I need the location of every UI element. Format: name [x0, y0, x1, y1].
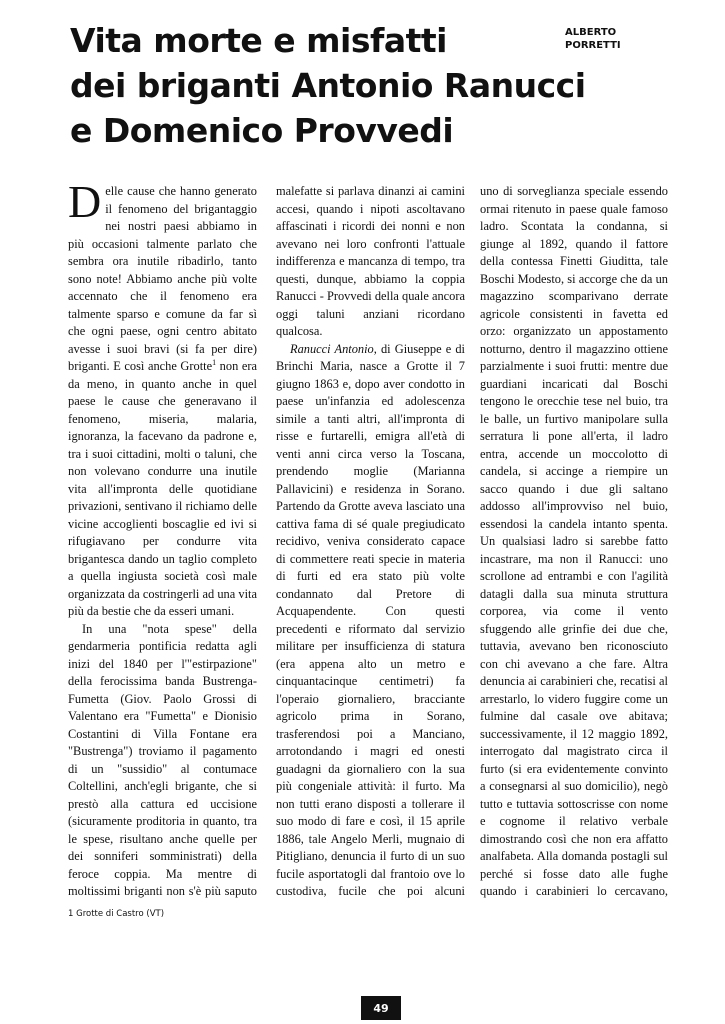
paragraph-text: , di Giuseppe e di Brinchi Maria, nasce a Grotte il 7 giugno 1863 e, dopo aver condotto in paese un'infanzia ed adolescenza simile a tanti altri, all'impronta di risse e furtarelli, emigra all'età di venti anni circa verso la Toscana, prendendo moglie (Marianna Pallavicini) e residenza in Sorano. Partendo da Grotte aveva lasciato una cattiva fama di sé quale pregiudicato recidivo, veniva considerato capace di commettere reati specie in materia di furti ed era stato più volte condannato dal Pretore di Acquapendente. Con questi precedenti e riformato dal servizio militare per insufficienza di statura (era appena alto un metro e cinquantacinque centimetri) fa l'operaio giornaliero, bracciante agricolo prima in Sorano, trasferendosi poi a Manciano, arrotondando i magri ed onesti guadagni da giornaliero con la sua più congeniale attività: il furto. Ma non tutti erano disposti a tollerare il suo modo di fare e così, il 15 aprile 1886, tale Angelo Merli, mugnaio di Pitigliano, denuncia il furto di un suo fucile asportatogli dal frantoio ove lo custodiva, fucile che poi alcuni: [276, 341, 465, 898]
paragraph: malefatte si parlava dinanzi ai camini accesi, quando i nipoti ascoltavano affascinati i ricordi dei nonni e non avevano nei loro confronti l'attuale indifferenza e mancanza di tempo, tra questi, dunque, abbiamo la coppia Ranucci - Provvedi della quale ancora oggi taluni anziani ricordano qualcosa.: [276, 184, 465, 338]
author-last-name: PORRETTI: [565, 40, 621, 51]
author-first-name: ALBERTO: [565, 27, 617, 38]
title-line: Vita morte e misfatti: [70, 21, 447, 60]
footnote: 1 Grotte di Castro (VT): [68, 909, 165, 919]
text-column-2: [276, 183, 465, 903]
text-column-1: [68, 183, 257, 903]
paragraph: [276, 341, 465, 904]
paragraph-text: non era da meno, in quanto anche in quel paese le cause che generavano il fenomeno, miseria, malaria, ignoranza, la facevano da padrone e, tra i suoi cittadini, molti o taluni, che non volevano condurre una inutile vita all'impronta delle quotidiane privazioni, sentivano il richiamo delle vicine accoglienti boscaglie ed ivi si rifugiavano per condurre vita brigantesca dando un taglio completo a quella ingiusta società così male organizzata da costringerli ad una vita più da bestie che da esseri umani.: [68, 359, 257, 618]
title-line: e Domenico Provvedi: [70, 111, 454, 150]
page-number-badge: [361, 996, 401, 1020]
paragraph: [68, 183, 257, 621]
author-name: [565, 26, 621, 52]
paragraph: uno di sorveglianza speciale essendo ormai ritenuto in paese quale famoso ladro. Scontata la condanna, si giunge al 1892, quando il fattore della contessa Finetti Giuditta, tale Boschi Modesto, si accorge che da un magazzino scomparivano derrate agricole consistenti in favetta ed orzo: organizzato un appostamento notturno, dentro il magazzino ottiene parzialmente i suoi frutti: mentre due guardiani incaricati dal Boschi tengono le orecchie tese nel buio, tra le balle, un furtivo manipolare sulla serratura li pone all'erta, il ladro entra, accende un moccolotto di candela, si accinge a riempire un sacco quando i due gli saltano addosso all'improvviso nel buio, essendosi la candela intanto spenta. Un qualsiasi ladro si sarebbe fatto incastrare, ma non il Ranucci: uno scrollone ad entrambi e con l'agilità datagli dalla sua minuta struttura corporea, via come il vento sfuggendo alle grinfie dei due che, tuttavia, avevano ben riconosciuto con chi avevano a che fare. Altra denuncia ai carabinieri che, recatisi al arrestarlo, lo videro fuggire come un fulmine dal casale ove abitava; successivamente, il 12 maggio 1892, interrogato dal magistrato circa il furto (si era evidentemente convinto a consegnarsi al suo domicilio), negò tutto e tuttavia sottoscrisse con nome e cognome il relativo verbale dimostrando così che non era affatto analfabeta. Alla domanda postagli sul perché si fosse dato alle fughe quando i carabinieri lo cercavano,: [480, 184, 668, 898]
drop-cap: D: [68, 183, 102, 227]
page-number: 49: [373, 1001, 389, 1015]
article-title: [70, 18, 586, 153]
paragraph: In una "nota spese" della gendarmeria pontificia redatta agli inizi del 1840 per l'"estirpazione" della ferocissima banda Bustrenga-Fumetta (Giov. Paolo Grossi di Valentano era "Fumetta" e Dionisio Costantini di Villa Fontane era "Bustrenga") troviamo il pagamento di un "sussidio" al contumace Coltellini, anch'egli brigante, che si prestò alla cattura ed uccisione (sicuramente proditoria in quanto, tra le spese, risultano anche quelle per dei sonniferi somministrati) della feroce coppia. Ma mentre di moltissimi briganti non s'è più saputo: [68, 621, 257, 898]
text-column-3: [480, 183, 668, 903]
title-line: dei briganti Antonio Ranucci: [70, 66, 586, 105]
paragraph-text: elle cause che hanno generato il fenomeno del brigantaggio nei nostri paesi abbiamo in più occasioni talmente parlato che sembra ora inutile ribadirlo, tanto sono note! Abbiamo anche più volte accennato che il fenomeno era talmente sparso e comune da far sì che ogni paese, ogni centro abitato avesse i suoi bravi (si fa per dire) briganti. E così anche Grotte: [68, 184, 257, 373]
footnote-marker: 1: [212, 357, 217, 367]
person-name: Ranucci Antonio: [290, 341, 374, 356]
